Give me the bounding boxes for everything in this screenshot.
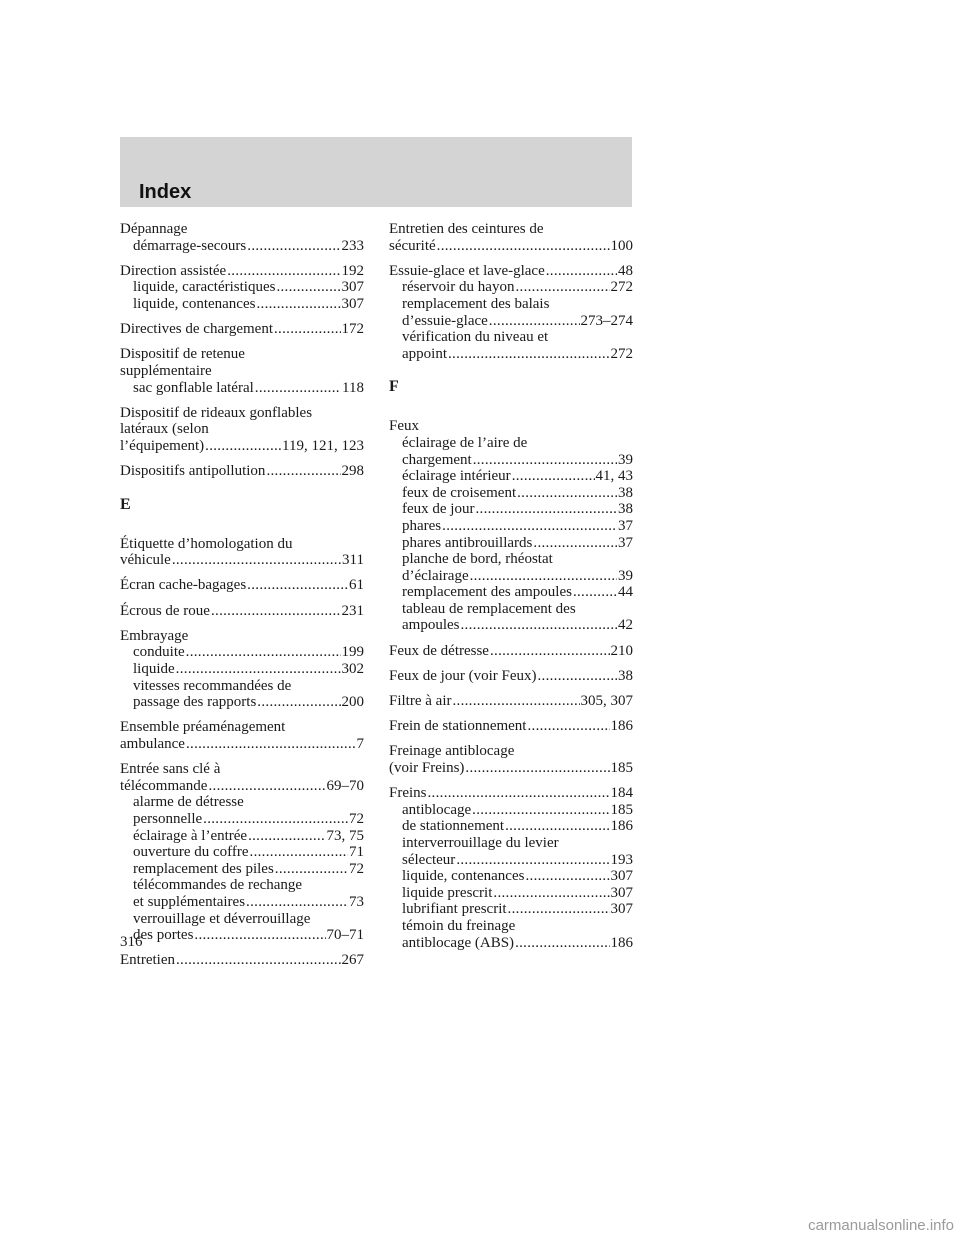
index-entry	[120, 536, 364, 569]
index-subentry-line	[120, 794, 364, 811]
dot-leader	[250, 844, 348, 861]
entry-text: Feux de jour (voir Feux)	[389, 667, 537, 684]
index-entry	[120, 221, 364, 254]
page-reference: 70–71	[326, 927, 364, 944]
dot-leader	[247, 238, 340, 255]
index-subentry-line	[120, 238, 364, 255]
entry-text: supplémentaire	[120, 362, 212, 379]
dot-leader	[255, 380, 341, 397]
index-entry-line	[389, 760, 633, 777]
index-entry	[120, 577, 364, 594]
entry-text: d’essuie-glace	[402, 312, 488, 329]
page-reference: 73, 75	[326, 827, 364, 844]
index-entry	[120, 761, 364, 944]
entry-text: interverrouillage du levier	[402, 834, 559, 851]
dot-leader	[256, 296, 340, 313]
dot-leader	[493, 885, 609, 902]
index-entry-line	[120, 628, 364, 645]
index-entry-line	[120, 421, 364, 438]
page-reference: 172	[341, 321, 364, 338]
index-entry-line	[120, 405, 364, 422]
index-entry	[389, 718, 633, 735]
index-subentry-line	[389, 852, 633, 869]
index-entry-line	[120, 761, 364, 778]
entry-text: liquide, contenances	[133, 295, 256, 312]
index-subentry-line	[389, 452, 633, 469]
index-subentry-line	[120, 661, 364, 678]
dot-leader	[525, 868, 609, 885]
page-reference: 185	[610, 801, 633, 818]
page-reference: 38	[618, 667, 633, 684]
entry-text: Entretien	[120, 952, 175, 969]
index-entry-line	[120, 577, 364, 594]
entry-text: Feux	[389, 418, 419, 435]
index-subentry-line	[389, 885, 633, 902]
index-subentry-line	[389, 535, 633, 552]
entry-text: sécurité	[389, 237, 436, 254]
index-entry-line	[120, 603, 364, 620]
index-column-right	[389, 221, 633, 960]
entry-text: Écrous de roue	[120, 602, 210, 619]
entry-text: feux de jour	[402, 501, 475, 518]
index-subentry-line	[120, 911, 364, 928]
index-subentry-line	[120, 894, 364, 911]
index-subentry-line	[120, 927, 364, 944]
page-reference: 39	[618, 451, 633, 468]
page-reference: 37	[618, 534, 633, 551]
entry-text: Entretien des ceintures de	[389, 221, 544, 237]
index-entry-line	[389, 643, 633, 660]
entry-text: Directives de chargement	[120, 321, 273, 338]
page-reference: 192	[341, 262, 364, 279]
entry-text: éclairage intérieur	[402, 468, 511, 485]
index-entry-line	[120, 346, 364, 363]
dot-leader	[186, 736, 356, 753]
page-reference: 307	[610, 901, 633, 918]
dot-leader	[186, 644, 341, 661]
dot-leader	[266, 463, 340, 480]
dot-leader	[508, 901, 610, 918]
dot-leader	[475, 501, 617, 518]
index-subentry-line	[389, 918, 633, 935]
index-subentry-line	[389, 901, 633, 918]
dot-leader	[527, 718, 609, 735]
index-subentry-line	[120, 811, 364, 828]
index-entry	[120, 628, 364, 711]
entry-text: liquide, caractéristiques	[133, 279, 276, 296]
index-subentry-line	[389, 868, 633, 885]
index-entry-line	[389, 263, 633, 280]
entry-text: Essuie-glace et lave-glace	[389, 262, 545, 279]
dot-leader	[276, 279, 340, 296]
index-subentry-line	[389, 501, 633, 518]
dot-leader	[461, 617, 618, 634]
index-subentry-line	[389, 346, 633, 363]
entry-text: Dispositif de retenue	[120, 346, 245, 363]
dot-leader	[452, 693, 579, 710]
index-subentry-line	[120, 644, 364, 661]
page-reference: 311	[342, 552, 364, 569]
page-reference: 48	[618, 262, 633, 279]
entry-text: Entrée sans clé à	[120, 761, 221, 778]
page-reference: 69–70	[326, 777, 364, 794]
index-header-band	[120, 137, 632, 207]
dot-leader	[428, 785, 610, 802]
entry-text: liquide prescrit	[402, 884, 493, 901]
entry-text: verrouillage et déverrouillage	[133, 910, 311, 927]
index-entry	[120, 603, 364, 620]
dot-leader	[176, 661, 341, 678]
page-reference: 307	[341, 279, 364, 296]
index-entry-line	[389, 785, 633, 802]
page-reference: 39	[618, 567, 633, 584]
entry-text: l’équipement)	[120, 437, 205, 454]
entry-text: antiblocage (ABS)	[402, 934, 515, 951]
index-entry-line	[389, 693, 633, 710]
index-entry	[389, 668, 633, 685]
index-entry-line	[120, 438, 364, 455]
page-reference: 305, 307	[580, 693, 633, 710]
index-entry	[120, 952, 364, 969]
entry-text: passage des rapports	[133, 694, 257, 711]
index-entry	[120, 405, 364, 455]
entry-text: sélecteur	[402, 851, 456, 868]
index-column-left	[120, 221, 364, 978]
dot-leader	[456, 852, 609, 869]
index-subentry-line	[389, 518, 633, 535]
page-reference: 7	[356, 736, 364, 752]
entry-text: réservoir du hayon	[402, 279, 515, 296]
entry-text: vitesses recommandées de	[133, 677, 292, 694]
entry-text: phares	[402, 517, 442, 534]
entry-text: vérification du niveau et	[402, 329, 549, 346]
index-subentry-line	[389, 935, 633, 952]
index-entry	[120, 321, 364, 338]
entry-text: d’éclairage	[402, 567, 469, 584]
entry-text: (voir Freins)	[389, 760, 465, 776]
page-reference: 307	[610, 868, 633, 885]
entry-text: véhicule	[120, 552, 171, 569]
entry-text: télécommandes de rechange	[133, 877, 303, 894]
page-reference: 298	[341, 463, 364, 480]
dot-leader	[505, 818, 609, 835]
page-reference: 118	[342, 379, 364, 396]
index-subentry-line	[389, 279, 633, 296]
index-subentry-line	[389, 835, 633, 852]
page-reference: 100	[610, 237, 633, 254]
entry-text: alarme de détresse	[133, 794, 244, 811]
index-subentry-line	[120, 296, 364, 313]
index-entry	[389, 743, 633, 776]
index-entry-line	[120, 536, 364, 553]
index-entry-line	[389, 668, 633, 685]
entry-text: éclairage de l’aire de	[402, 434, 528, 451]
dot-leader	[275, 861, 348, 878]
entry-text: antiblocage	[402, 801, 472, 818]
page-reference: 71	[349, 844, 364, 861]
page-reference: 233	[341, 237, 364, 254]
page-reference: 200	[341, 694, 364, 711]
page-reference: 272	[610, 345, 633, 362]
page-title: Index	[139, 181, 192, 203]
entry-text: et supplémentaires	[133, 893, 246, 910]
section-letter: F	[389, 378, 399, 396]
index-subentry-line	[389, 435, 633, 452]
dot-leader	[515, 279, 609, 296]
dot-leader	[172, 552, 341, 569]
entry-text: Ensemble préaménagement	[120, 719, 286, 736]
index-entry-line	[120, 463, 364, 480]
entry-text: témoin du freinage	[402, 917, 516, 934]
entry-text: remplacement des ampoules	[402, 584, 572, 601]
page-reference: 302	[341, 661, 364, 678]
page-number: 316	[120, 934, 143, 950]
page-reference: 186	[610, 718, 633, 735]
index-entry-line	[389, 221, 633, 238]
index-entry-line	[120, 552, 364, 569]
index-entry-line	[389, 418, 633, 435]
page-reference: 73	[349, 893, 364, 910]
index-entry-line	[389, 743, 633, 760]
entry-text: des portes	[133, 927, 194, 944]
page-reference: 307	[610, 884, 633, 901]
dot-leader	[176, 952, 341, 969]
index-subentry-line	[389, 551, 633, 568]
index-entry	[120, 263, 364, 313]
dot-leader	[512, 468, 595, 485]
entry-text: Feux de détresse	[389, 642, 489, 659]
index-entry	[389, 785, 633, 951]
entry-text: ouverture du coffre	[133, 844, 249, 861]
page-reference: 184	[610, 785, 633, 802]
entry-text: appoint	[402, 345, 447, 362]
index-entry-line	[120, 263, 364, 280]
index-subentry-line	[120, 877, 364, 894]
dot-leader	[257, 694, 340, 711]
page-reference: 185	[610, 760, 633, 776]
dot-leader	[248, 828, 325, 845]
index-entry	[389, 418, 633, 634]
index-subentry-line	[389, 617, 633, 634]
entry-text: remplacement des balais	[402, 295, 550, 312]
entry-text: télécommande	[120, 777, 208, 794]
dot-leader	[437, 238, 610, 255]
dot-leader	[473, 452, 617, 469]
index-entry-line	[120, 363, 364, 380]
index-entry-line	[389, 718, 633, 735]
dot-leader	[517, 485, 617, 502]
index-subentry-line	[389, 468, 633, 485]
index-entry-line	[120, 719, 364, 736]
page-reference: 307	[341, 295, 364, 312]
entry-text: liquide	[133, 661, 175, 678]
entry-text: chargement	[402, 451, 472, 468]
index-entry	[389, 643, 633, 660]
entry-text: Freins	[389, 785, 427, 802]
entry-text: Étiquette d’homologation du	[120, 535, 293, 552]
dot-leader	[470, 568, 617, 585]
index-subentry-line	[389, 584, 633, 601]
entry-text: planche de bord, rhéostat	[402, 551, 553, 568]
entry-text: de stationnement	[402, 818, 505, 835]
page-reference: 72	[349, 860, 364, 877]
dot-leader	[489, 313, 580, 330]
page-reference: 72	[349, 810, 364, 827]
index-entry-line	[120, 952, 364, 969]
index-entry-line	[120, 221, 364, 238]
index-entry-line	[389, 238, 633, 255]
entry-text: remplacement des piles	[133, 860, 274, 877]
index-subentry-line	[120, 694, 364, 711]
entry-text: Direction assistée	[120, 262, 227, 279]
dot-leader	[546, 263, 617, 280]
index-subentry-line	[120, 861, 364, 878]
dot-leader	[211, 603, 341, 620]
entry-text: Dispositifs antipollution	[120, 463, 266, 480]
index-subentry-line	[389, 802, 633, 819]
index-subentry-line	[389, 329, 633, 346]
index-subentry-line	[120, 279, 364, 296]
page-reference: 42	[618, 617, 633, 634]
page-reference: 199	[341, 644, 364, 661]
index-entry	[120, 463, 364, 480]
page-reference: 210	[610, 642, 633, 659]
entry-text: démarrage-secours	[133, 237, 247, 254]
index-subentry-line	[120, 678, 364, 695]
page-reference: 231	[341, 602, 364, 619]
dot-leader	[205, 438, 281, 455]
page-reference: 193	[610, 851, 633, 868]
entry-text: phares antibrouillards	[402, 534, 533, 551]
entry-text: lubrifiant prescrit	[402, 901, 507, 918]
dot-leader	[194, 927, 325, 944]
entry-text: Écran cache-bagages	[120, 577, 247, 594]
index-entry	[389, 221, 633, 254]
index-entry-line	[120, 321, 364, 338]
dot-leader	[448, 346, 610, 363]
dot-leader	[537, 668, 617, 685]
index-subentry-line	[389, 485, 633, 502]
page-reference: 38	[618, 484, 633, 501]
dot-leader	[573, 584, 617, 601]
page-reference: 273–274	[580, 312, 633, 329]
dot-leader	[246, 894, 348, 911]
entry-text: personnelle	[133, 810, 203, 827]
entry-text: sac gonflable latéral	[133, 379, 254, 396]
page-reference: 119, 121, 123	[282, 437, 364, 454]
index-entry	[389, 693, 633, 710]
index-subentry-line	[389, 818, 633, 835]
index-entry	[120, 346, 364, 396]
entry-text: latéraux (selon	[120, 421, 209, 438]
page-reference: 38	[618, 501, 633, 518]
entry-text: conduite	[133, 644, 185, 661]
entry-text: ampoules	[402, 617, 460, 634]
index-subentry-line	[120, 828, 364, 845]
page-reference: 37	[618, 517, 633, 534]
dot-leader	[208, 778, 325, 795]
entry-text: liquide, contenances	[402, 868, 525, 885]
entry-text: Freinage antiblocage	[389, 743, 515, 760]
dot-leader	[274, 321, 341, 338]
dot-leader	[515, 935, 609, 952]
entry-text: Dépannage	[120, 221, 188, 237]
index-subentry-line	[389, 568, 633, 585]
entry-text: Frein de stationnement	[389, 718, 527, 735]
entry-text: feux de croisement	[402, 484, 517, 501]
dot-leader	[442, 518, 617, 535]
section-letter: E	[120, 495, 131, 513]
dot-leader	[227, 263, 340, 280]
entry-text: éclairage à l’entrée	[133, 827, 248, 844]
index-subentry-line	[389, 313, 633, 330]
dot-leader	[203, 811, 348, 828]
page-reference: 61	[349, 577, 364, 594]
dot-leader	[472, 802, 609, 819]
index-entry-line	[120, 736, 364, 753]
entry-text: Dispositif de rideaux gonflables	[120, 404, 313, 421]
entry-text: tableau de remplacement des	[402, 600, 576, 617]
entry-text: Embrayage	[120, 627, 189, 644]
entry-text: Filtre à air	[389, 693, 452, 710]
dot-leader	[465, 760, 609, 777]
page-reference: 267	[341, 952, 364, 969]
entry-text: ambulance	[120, 736, 185, 752]
page-reference: 272	[610, 279, 633, 296]
dot-leader	[490, 643, 610, 660]
index-entry-line	[120, 778, 364, 795]
page-reference: 44	[618, 584, 633, 601]
index-subentry-line	[389, 601, 633, 618]
watermark: carmanualsonline.info	[808, 1217, 954, 1234]
index-subentry-line	[389, 296, 633, 313]
index-entry	[389, 263, 633, 363]
page-reference: 186	[610, 818, 633, 835]
page-reference: 186	[610, 934, 633, 951]
page-reference: 41, 43	[595, 468, 633, 485]
index-subentry-line	[120, 844, 364, 861]
index-subentry-line	[120, 380, 364, 397]
dot-leader	[533, 535, 617, 552]
index-entry	[120, 719, 364, 752]
dot-leader	[247, 577, 348, 594]
